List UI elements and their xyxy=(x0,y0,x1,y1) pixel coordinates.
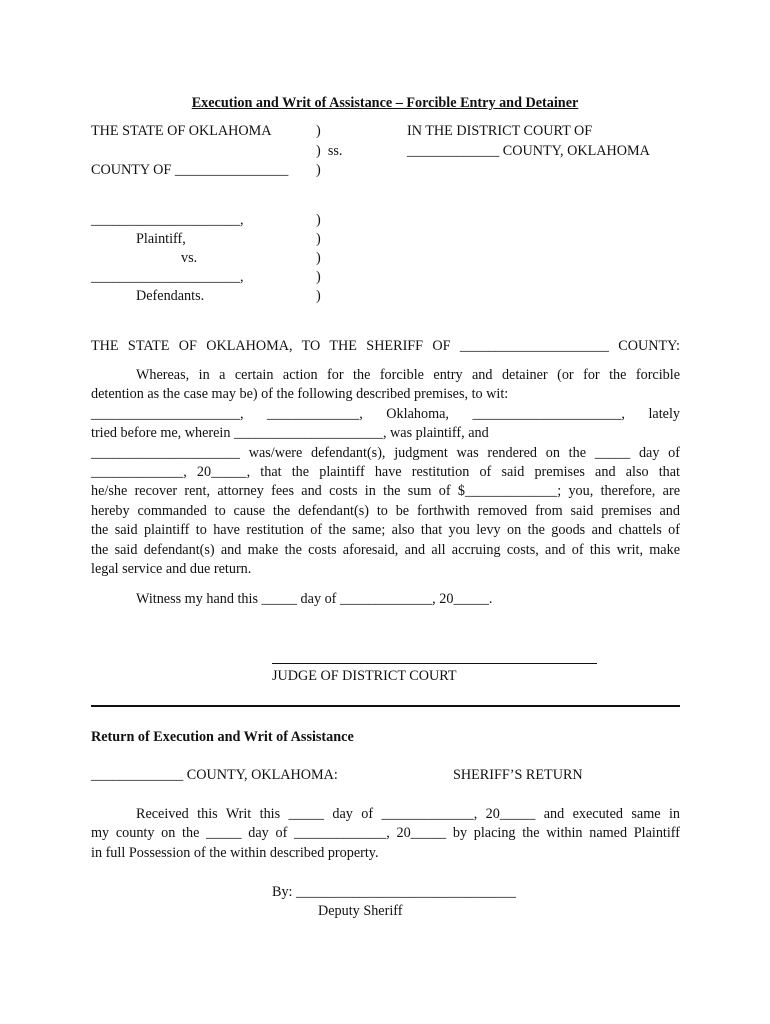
party-paren: ) xyxy=(316,250,321,266)
caption-paren: ) xyxy=(316,123,321,139)
return-body xyxy=(91,805,680,863)
writ-line: Whereas, in a certain action for the forcible entry and detainer (or for the forcible xyxy=(136,367,680,383)
court-name: IN THE DISTRICT COURT OF xyxy=(407,123,593,139)
party-paren: ) xyxy=(316,288,321,304)
writ-address: THE STATE OF OKLAHOMA, TO THE SHERIFF OF _____________________ COUNTY: xyxy=(91,338,680,354)
section-divider xyxy=(91,705,680,707)
witness-line: Witness my hand this _____ day of _____________, 20_____. xyxy=(136,591,493,607)
writ-line: hereby commanded to cause the defendant(s) to be forthwith removed from said premises and xyxy=(91,502,680,519)
writ-line: he/she recover rent, attorney fees and costs in the sum of $_____________; you, therefore, are xyxy=(91,483,680,500)
writ-line: _____________, 20_____, that the plaintiff have restitution of said premises and also that xyxy=(91,464,680,481)
caption-paren: ) xyxy=(316,162,321,178)
writ-line: the said plaintiff to have restitution of the same; also that you levy on the goods and chattels of xyxy=(91,522,680,539)
writ-line: tried before me, wherein _____________________, was plaintiff, and xyxy=(91,425,489,442)
party-paren: ) xyxy=(316,212,321,228)
return-county: _____________ COUNTY, OKLAHOMA: xyxy=(91,767,338,783)
return-heading: Return of Execution and Writ of Assistance xyxy=(91,729,354,745)
writ-body xyxy=(91,366,680,579)
writ-line: _____________________ was/were defendant(s), judgment was rendered on the _____ day of xyxy=(91,444,680,461)
return-line: Received this Writ this _____ day of _____________, 20_____ and executed same in xyxy=(136,806,680,822)
plaintiff-label: Plaintiff, xyxy=(136,231,186,247)
writ-line: the said defendant(s) and make the costs aforesaid, and all accruing costs, and of this writ, make xyxy=(91,541,680,558)
caption-paren-ss: ) ss. xyxy=(316,143,343,159)
court-county: _____________ COUNTY, OKLAHOMA xyxy=(407,143,650,159)
by-signature-line: By: _______________________________ xyxy=(272,884,516,900)
deputy-sheriff-label: Deputy Sheriff xyxy=(318,903,403,919)
judge-label: JUDGE OF DISTRICT COURT xyxy=(272,668,457,684)
judge-signature-line xyxy=(272,663,597,664)
vs-label: vs. xyxy=(181,250,198,266)
writ-line: detention as the case may be) of the following described premises, to wit: xyxy=(91,386,509,403)
plaintiff-blank: _____________________, xyxy=(91,212,244,228)
document-title: Execution and Writ of Assistance – Forcible Entry and Detainer xyxy=(191,95,579,111)
return-line: my county on the _____ day of _____________, 20_____ by placing the within named Plaintiff xyxy=(91,825,680,842)
party-paren: ) xyxy=(316,231,321,247)
writ-line: _____________________, _____________, Oklahoma, _____________________, lately xyxy=(91,405,680,422)
sheriff-return-label: SHERIFF’S RETURN xyxy=(453,767,583,783)
return-line: in full Possession of the within described property. xyxy=(91,844,379,861)
defendant-blank: _____________________, xyxy=(91,269,244,285)
caption-state: THE STATE OF OKLAHOMA xyxy=(91,123,272,139)
party-paren: ) xyxy=(316,269,321,285)
writ-line: legal service and due return. xyxy=(91,561,252,578)
defendants-label: Defendants. xyxy=(136,288,205,304)
writ-address-line xyxy=(91,337,680,356)
caption-county: COUNTY OF ________________ xyxy=(91,162,289,178)
